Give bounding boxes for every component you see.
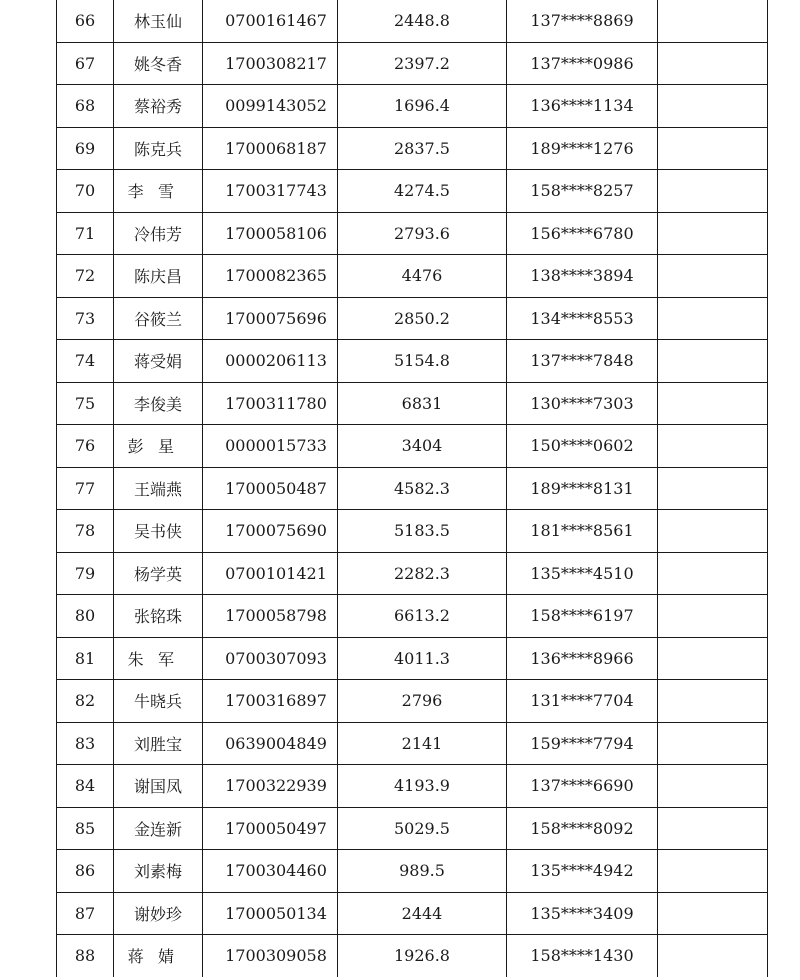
note-cell [658,170,768,213]
phone-masked: 158****1430 [507,935,658,977]
account-number: 0700307093 [203,637,338,680]
note-cell [658,552,768,595]
row-index: 77 [57,467,114,510]
person-name: 金连新 [114,807,203,850]
roster-table [56,0,768,977]
phone-masked: 189****8131 [507,467,658,510]
amount-value: 1696.4 [338,85,507,128]
phone-masked: 137****8869 [507,0,658,42]
table-row [57,467,768,510]
person-name: 蒋婧 [114,935,203,977]
row-index: 75 [57,382,114,425]
table-row [57,637,768,680]
person-name: 蔡裕秀 [114,85,203,128]
note-cell [658,892,768,935]
table-row [57,807,768,850]
note-cell [658,595,768,638]
row-index: 87 [57,892,114,935]
account-number: 1700316897 [203,680,338,723]
row-index: 67 [57,42,114,85]
phone-masked: 131****7704 [507,680,658,723]
row-index: 69 [57,127,114,170]
row-index: 74 [57,340,114,383]
note-cell [658,255,768,298]
row-index: 80 [57,595,114,638]
amount-value: 2444 [338,892,507,935]
row-index: 86 [57,850,114,893]
note-cell [658,297,768,340]
table-row [57,680,768,723]
table-row [57,765,768,808]
account-number: 1700050487 [203,467,338,510]
phone-masked: 189****1276 [507,127,658,170]
phone-masked: 158****8092 [507,807,658,850]
amount-value: 4193.9 [338,765,507,808]
person-name: 谢妙珍 [114,892,203,935]
phone-masked: 137****7848 [507,340,658,383]
table-row [57,935,768,977]
phone-masked: 137****6690 [507,765,658,808]
row-index: 78 [57,510,114,553]
account-number: 1700304460 [203,850,338,893]
roster-body [57,0,768,977]
note-cell [658,212,768,255]
amount-value: 6831 [338,382,507,425]
account-number: 1700050134 [203,892,338,935]
note-cell [658,722,768,765]
note-cell [658,807,768,850]
note-cell [658,935,768,977]
person-name: 杨学英 [114,552,203,595]
amount-value: 2837.5 [338,127,507,170]
phone-masked: 134****8553 [507,297,658,340]
amount-value: 5029.5 [338,807,507,850]
account-number: 1700058106 [203,212,338,255]
person-name: 林玉仙 [114,0,203,42]
row-index: 73 [57,297,114,340]
phone-masked: 181****8561 [507,510,658,553]
person-name: 张铭珠 [114,595,203,638]
amount-value: 2282.3 [338,552,507,595]
phone-masked: 135****3409 [507,892,658,935]
phone-masked: 130****7303 [507,382,658,425]
phone-masked: 159****7794 [507,722,658,765]
phone-masked: 136****1134 [507,85,658,128]
row-index: 68 [57,85,114,128]
table-row [57,42,768,85]
table-row [57,382,768,425]
account-number: 1700308217 [203,42,338,85]
account-number: 1700317743 [203,170,338,213]
account-number: 1700309058 [203,935,338,977]
person-name: 谢国凤 [114,765,203,808]
account-number: 1700050497 [203,807,338,850]
note-cell [658,0,768,42]
account-number: 0639004849 [203,722,338,765]
note-cell [658,85,768,128]
table-row [57,552,768,595]
note-cell [658,850,768,893]
note-cell [658,340,768,383]
table-row [57,722,768,765]
amount-value: 2141 [338,722,507,765]
person-name: 冷伟芳 [114,212,203,255]
phone-masked: 138****3894 [507,255,658,298]
amount-value: 2448.8 [338,0,507,42]
person-name: 彭星 [114,425,203,468]
row-index: 70 [57,170,114,213]
person-name: 蒋受娟 [114,340,203,383]
amount-value: 4582.3 [338,467,507,510]
note-cell [658,510,768,553]
table-row [57,425,768,468]
person-name: 李俊美 [114,382,203,425]
person-name: 陈庆昌 [114,255,203,298]
account-number: 0099143052 [203,85,338,128]
phone-masked: 136****8966 [507,637,658,680]
row-index: 81 [57,637,114,680]
row-index: 82 [57,680,114,723]
phone-masked: 158****6197 [507,595,658,638]
person-name: 朱军 [114,637,203,680]
row-index: 79 [57,552,114,595]
person-name: 谷筱兰 [114,297,203,340]
note-cell [658,425,768,468]
account-number: 1700082365 [203,255,338,298]
account-number: 0700101421 [203,552,338,595]
table-row [57,212,768,255]
row-index: 72 [57,255,114,298]
note-cell [658,637,768,680]
amount-value: 1926.8 [338,935,507,977]
phone-masked: 158****8257 [507,170,658,213]
amount-value: 4011.3 [338,637,507,680]
phone-masked: 137****0986 [507,42,658,85]
table-row [57,340,768,383]
phone-masked: 156****6780 [507,212,658,255]
amount-value: 5154.8 [338,340,507,383]
amount-value: 2793.6 [338,212,507,255]
note-cell [658,127,768,170]
row-index: 71 [57,212,114,255]
table-row [57,892,768,935]
amount-value: 3404 [338,425,507,468]
phone-masked: 135****4942 [507,850,658,893]
note-cell [658,765,768,808]
row-index: 88 [57,935,114,977]
amount-value: 4274.5 [338,170,507,213]
account-number: 1700322939 [203,765,338,808]
person-name: 吴书侠 [114,510,203,553]
person-name: 李雪 [114,170,203,213]
amount-value: 989.5 [338,850,507,893]
person-name: 牛晓兵 [114,680,203,723]
account-number: 1700058798 [203,595,338,638]
roster-sheet [56,0,753,977]
row-index: 76 [57,425,114,468]
person-name: 刘胜宝 [114,722,203,765]
person-name: 刘素梅 [114,850,203,893]
account-number: 0000015733 [203,425,338,468]
note-cell [658,680,768,723]
table-row [57,170,768,213]
phone-masked: 150****0602 [507,425,658,468]
table-row [57,850,768,893]
table-row [57,127,768,170]
account-number: 1700075690 [203,510,338,553]
table-row [57,595,768,638]
table-row [57,0,768,42]
account-number: 1700068187 [203,127,338,170]
account-number: 0000206113 [203,340,338,383]
table-row [57,297,768,340]
amount-value: 2796 [338,680,507,723]
amount-value: 5183.5 [338,510,507,553]
row-index: 66 [57,0,114,42]
phone-masked: 135****4510 [507,552,658,595]
table-row [57,510,768,553]
amount-value: 6613.2 [338,595,507,638]
person-name: 姚冬香 [114,42,203,85]
account-number: 1700075696 [203,297,338,340]
row-index: 84 [57,765,114,808]
account-number: 1700311780 [203,382,338,425]
note-cell [658,467,768,510]
note-cell [658,382,768,425]
table-row [57,85,768,128]
amount-value: 2397.2 [338,42,507,85]
row-index: 85 [57,807,114,850]
person-name: 王端燕 [114,467,203,510]
row-index: 83 [57,722,114,765]
amount-value: 2850.2 [338,297,507,340]
table-row [57,255,768,298]
account-number: 0700161467 [203,0,338,42]
amount-value: 4476 [338,255,507,298]
person-name: 陈克兵 [114,127,203,170]
note-cell [658,42,768,85]
